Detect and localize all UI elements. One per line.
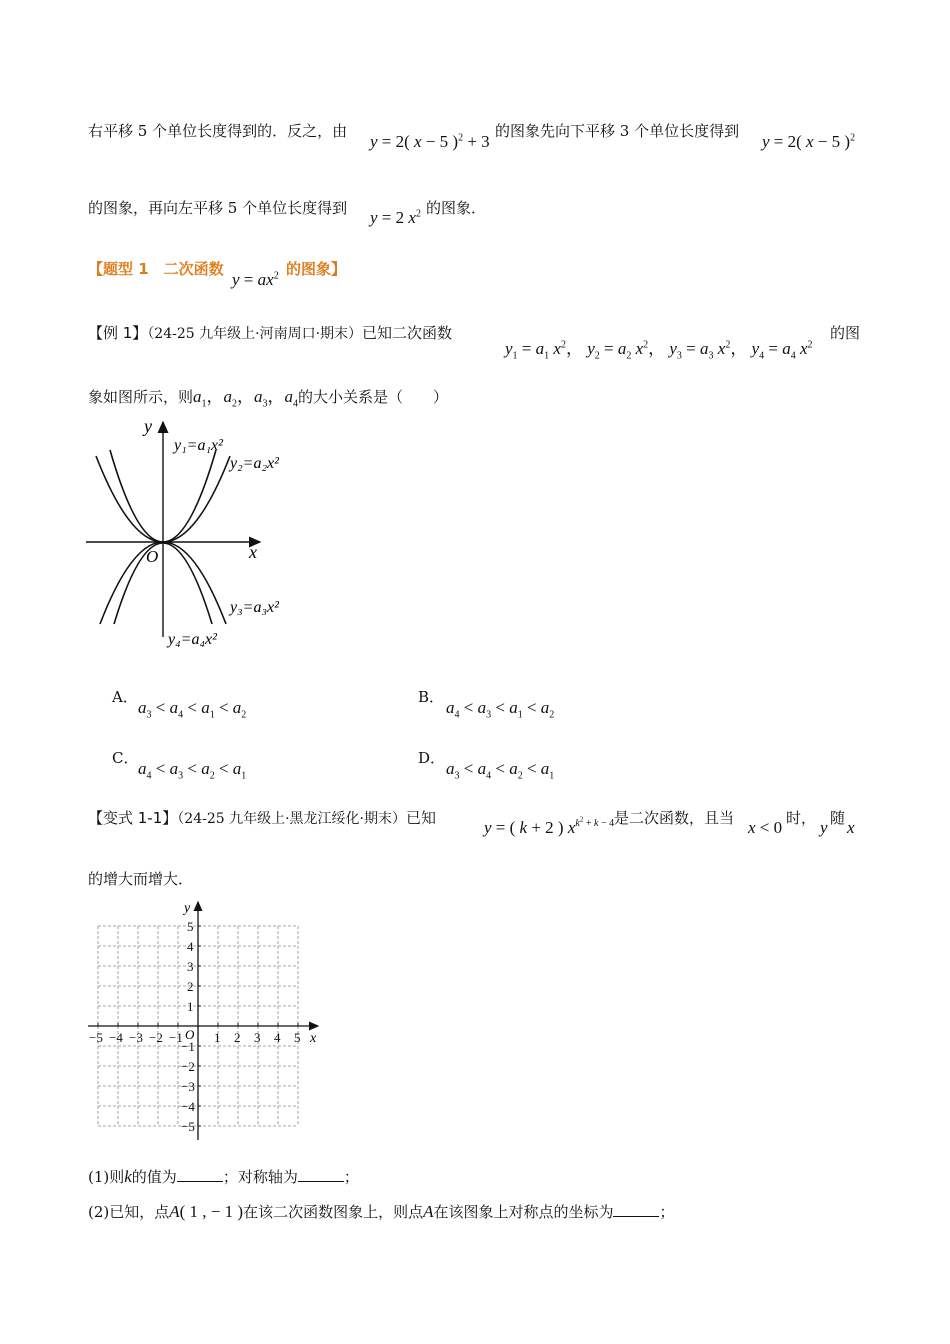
option-a[interactable] — [112, 686, 138, 707]
variant-line-2-text: 的增大而增大． — [88, 870, 194, 888]
grid-axis-x-label: x — [310, 1031, 317, 1046]
variant-line-1-tail — [786, 807, 816, 828]
grid-x-tick-label: −4 — [109, 1030, 123, 1045]
grid-y-tick-label: −2 — [181, 1059, 195, 1074]
grid-y-tick-label: −4 — [181, 1099, 195, 1114]
intro-text-1a: 右平移 5 个单位长度得到的．反之，由 — [88, 122, 348, 140]
grid-y-tick-label: 5 — [187, 919, 194, 934]
variant-line-2 — [88, 868, 193, 889]
intro-line-2-end — [426, 197, 486, 218]
q2-point-a: A — [423, 1202, 434, 1221]
option-b-letter: B． — [418, 688, 445, 706]
intro-text-1b: 的图象先向下平移 3 个单位长度得到 — [495, 122, 740, 140]
intro-line-1-b — [495, 120, 739, 141]
answer-blank-axis[interactable] — [298, 1167, 344, 1182]
heading-suffix-wrap — [286, 258, 346, 279]
formula-basic: y = 2 $x^2$ — [370, 208, 421, 227]
question-2 — [88, 1201, 675, 1222]
variant-condition: x < 0 — [748, 818, 783, 837]
label-origin: O — [146, 547, 159, 566]
grid-y-tick-label: 2 — [187, 979, 194, 994]
grid-x-tick-label: 1 — [214, 1030, 221, 1045]
variant-text-a: 已知 — [406, 809, 437, 827]
grid-y-tick-label: 3 — [187, 959, 194, 974]
grid-x-tick-label: −5 — [89, 1030, 103, 1045]
example-1-text-b: 的图 — [830, 324, 861, 342]
option-d[interactable] — [418, 747, 445, 768]
grid-y-tick-label: 1 — [187, 999, 194, 1014]
question-1 — [88, 1166, 359, 1187]
variant-line-1 — [88, 807, 436, 828]
label-y1: y₁=a₁x² — [174, 437, 223, 454]
label-y: y — [144, 416, 152, 436]
q2-a: (2)已知，点 — [88, 1203, 170, 1221]
q2-point: A( 1 , − 1 ) — [169, 1202, 244, 1221]
answer-blank-symmetric[interactable] — [613, 1202, 659, 1217]
option-d-letter: D． — [418, 749, 446, 767]
option-c-letter: C． — [112, 749, 139, 767]
section-heading — [88, 258, 224, 279]
intro-text-2a: 的图象，再向左平移 5 个单位长度得到 — [88, 199, 348, 217]
intro-text-2b: 的图象． — [426, 199, 487, 217]
grid-y-tick-label: 4 — [187, 939, 194, 954]
label-x: x — [249, 542, 257, 562]
variant-prefix: 【变式 1-1】 — [88, 809, 178, 827]
variant-x-var: x — [847, 818, 855, 837]
label-y2: y₂=a₂x² — [230, 455, 279, 472]
variant-function: y = ( k + 2 ) $x^{k^2 + k - 4}$ — [484, 816, 615, 837]
intro-line-1 — [88, 120, 347, 141]
grid-x-tick-label: −3 — [129, 1030, 143, 1045]
grid-x-tick-label: 5 — [294, 1030, 301, 1045]
formula-shifted-down: y = 2( x − 5 )$^2$ — [762, 132, 856, 151]
intro-line-2 — [88, 197, 347, 218]
q2-d: ； — [659, 1203, 675, 1221]
grid-y-tick-label: −5 — [181, 1119, 195, 1134]
example-1-line-2 — [88, 382, 449, 410]
example-1-prefix: 【例 1】 — [88, 324, 148, 342]
example-1-line-2b: 的大小关系是（ ） — [298, 388, 449, 406]
q1-k: k — [124, 1167, 132, 1186]
parabola-figure — [84, 412, 304, 652]
example-1-source: （24-25 九年级上·河南周口·期末） — [147, 326, 363, 342]
q1-b: 的值为 — [131, 1168, 177, 1186]
coordinate-grid — [84, 898, 324, 1144]
variant-line-1-sui — [830, 807, 845, 828]
option-c-expr: $a_4 < a_3 < a_2 < a_1$ — [138, 759, 247, 782]
example-1-line-1-end — [830, 322, 860, 343]
label-y4: y₄=a₄x² — [168, 631, 217, 648]
variant-text-b: 是二次函数，且当 — [614, 809, 735, 827]
variant-line-1-mid — [614, 807, 734, 828]
grid-x-tick-label: −2 — [149, 1030, 163, 1045]
q1-d: ； — [343, 1168, 359, 1186]
variant-text-c: 时， — [786, 809, 817, 827]
option-d-expr: $a_3 < a_4 < a_2 < a_1$ — [446, 759, 555, 782]
option-b-expr: $a_4 < a_3 < a_1 < a_2$ — [446, 698, 555, 721]
option-b[interactable] — [418, 686, 444, 707]
variant-text-d: 随 — [830, 809, 846, 827]
q2-b: 在该二次函数图象上，则点 — [243, 1203, 424, 1221]
option-a-letter: A． — [112, 688, 138, 706]
grid-axis-y-label: y — [184, 901, 191, 916]
variant-y-var: y — [820, 818, 828, 837]
q1-a: (1)则 — [88, 1168, 125, 1186]
variant-source: （24-25 九年级上·黑龙江绥化·期末） — [177, 811, 406, 827]
label-y3: y₃=a₃x² — [230, 599, 279, 616]
example-1-text-a: 已知二次函数 — [362, 324, 453, 342]
option-a-expr: $a_3 < a_4 < a_1 < a_2$ — [138, 698, 247, 721]
grid-x-tick-label: 4 — [274, 1030, 281, 1045]
q2-c: 在该图象上对称点的坐标为 — [433, 1203, 614, 1221]
heading-suffix: 的图象】 — [286, 260, 347, 278]
grid-origin-label: O — [185, 1027, 195, 1042]
option-c[interactable] — [112, 747, 138, 768]
example-1-line-1 — [88, 322, 452, 343]
answer-blank-k[interactable] — [177, 1167, 223, 1182]
grid-y-tick-label: −3 — [181, 1079, 195, 1094]
grid-y-tick-label: −1 — [181, 1039, 195, 1054]
grid-x-tick-label: −1 — [169, 1030, 183, 1045]
grid-x-tick-label: 3 — [254, 1030, 261, 1045]
heading-text: 【题型 1 二次函数 — [88, 260, 224, 278]
q1-c: ；对称轴为 — [222, 1168, 298, 1186]
example-1-coeff-list: $a_1$，$a_2$，$a_3$，$a_4$ — [193, 387, 299, 410]
example-1-line-2a: 象如图所示，则 — [88, 388, 194, 406]
example-1-functions: $y_1 = a_1$ $x^2$， $y_2 = a_2$ $x^2$， $y_3 = a_3$ $x^2$， $y_4 = a_4$ $x^2$ — [505, 339, 813, 362]
heading-formula: $y = ax^2$ — [232, 270, 279, 289]
grid-x-tick-label: 2 — [234, 1030, 241, 1045]
formula-shifted-parabola: y = 2( x − 5 )$^2$ + 3 — [370, 132, 490, 151]
